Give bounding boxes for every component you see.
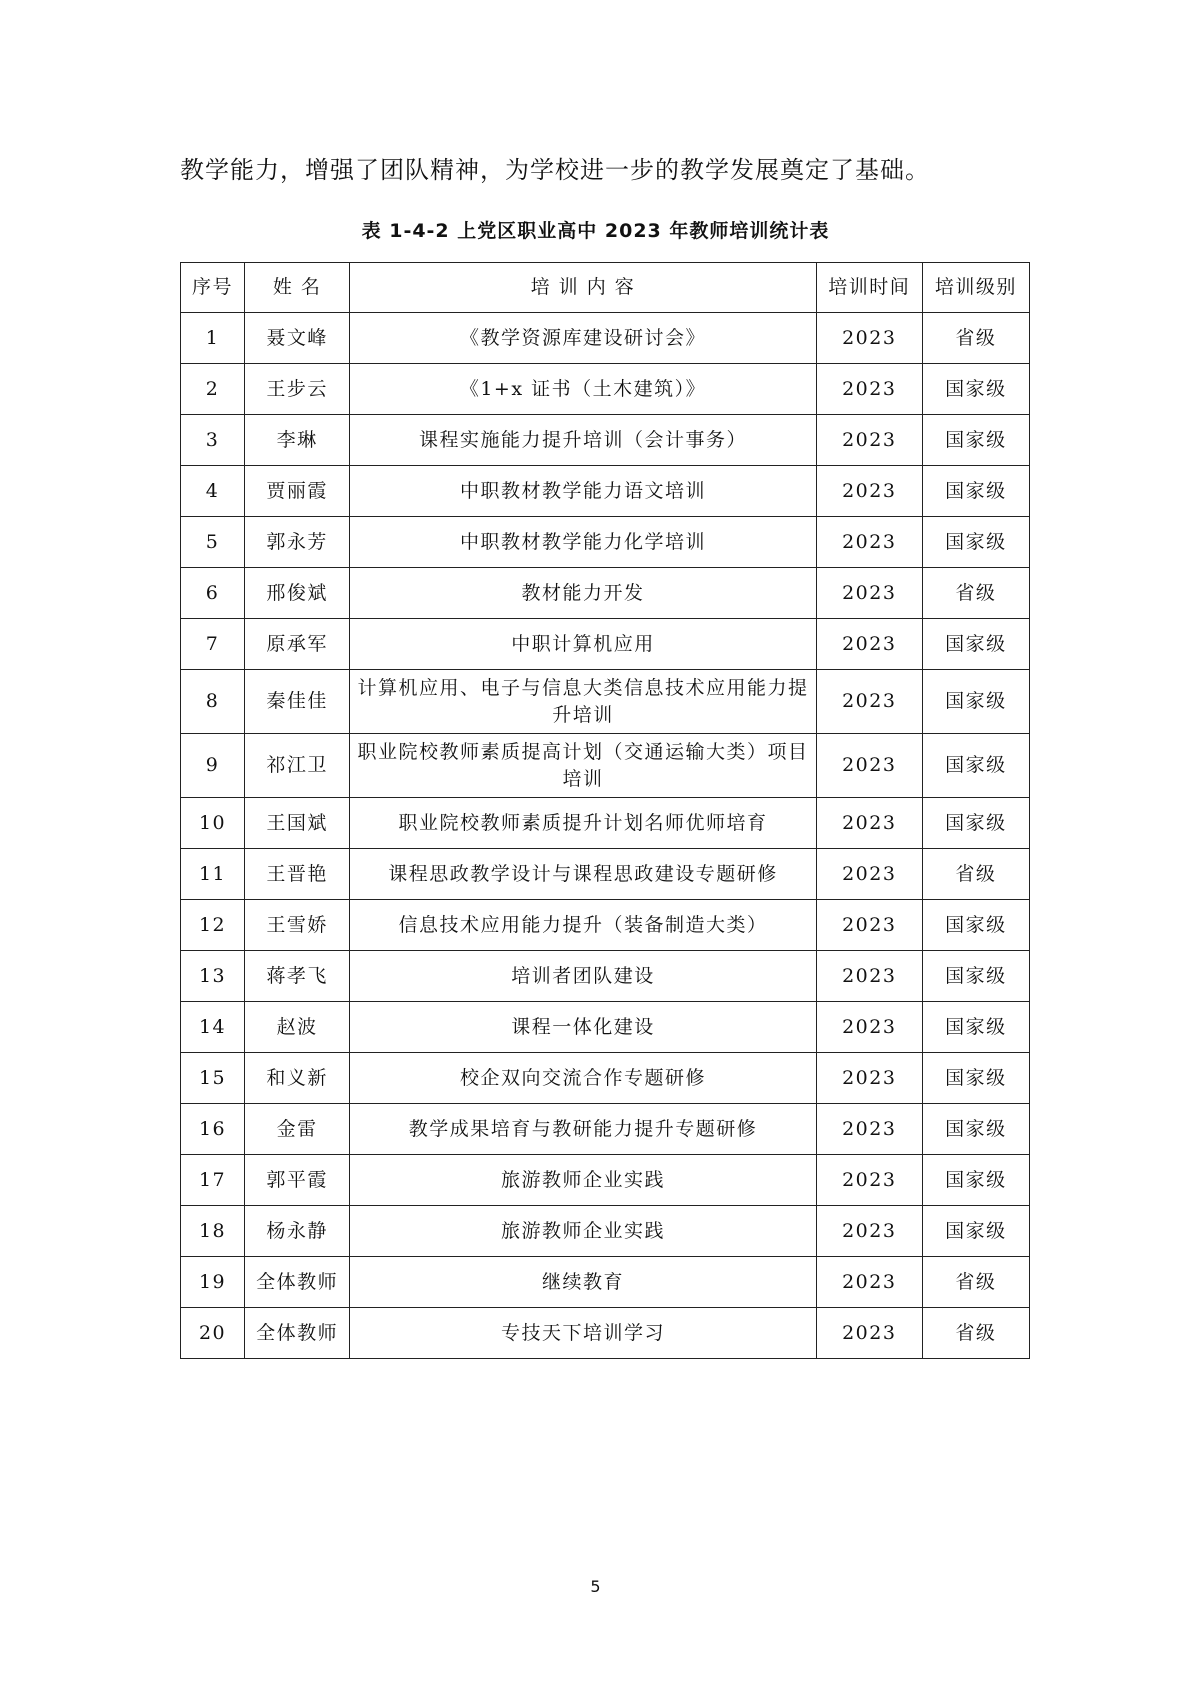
cell-time: 2023 xyxy=(816,734,922,798)
cell-index: 11 xyxy=(181,849,245,900)
cell-level: 国家级 xyxy=(922,1206,1029,1257)
table-row xyxy=(181,568,1030,619)
cell-index: 18 xyxy=(181,1206,245,1257)
cell-level: 国家级 xyxy=(922,466,1029,517)
cell-level: 国家级 xyxy=(922,619,1029,670)
cell-index: 7 xyxy=(181,619,245,670)
cell-time: 2023 xyxy=(816,1002,922,1053)
table-row xyxy=(181,849,1030,900)
cell-time: 2023 xyxy=(816,849,922,900)
cell-name: 王晋艳 xyxy=(245,849,350,900)
cell-content: 中职计算机应用 xyxy=(350,619,817,670)
table-row xyxy=(181,798,1030,849)
table-row xyxy=(181,1206,1030,1257)
table-row xyxy=(181,619,1030,670)
header-name: 姓 名 xyxy=(245,263,350,313)
cell-index: 20 xyxy=(181,1308,245,1359)
cell-level: 国家级 xyxy=(922,1053,1029,1104)
cell-time: 2023 xyxy=(816,466,922,517)
table-caption: 表 1-4-2 上党区职业高中 2023 年教师培训统计表 xyxy=(361,220,830,242)
header-time: 培训时间 xyxy=(816,263,922,313)
table-row xyxy=(181,364,1030,415)
cell-name: 王步云 xyxy=(245,364,350,415)
cell-content: 培训者团队建设 xyxy=(350,951,817,1002)
cell-time: 2023 xyxy=(816,900,922,951)
cell-index: 9 xyxy=(181,734,245,798)
table-row xyxy=(181,734,1030,798)
cell-index: 19 xyxy=(181,1257,245,1308)
table-row xyxy=(181,1002,1030,1053)
header-level: 培训级别 xyxy=(922,263,1029,313)
cell-name: 全体教师 xyxy=(245,1257,350,1308)
cell-level: 国家级 xyxy=(922,670,1029,734)
table-row xyxy=(181,1155,1030,1206)
cell-level: 国家级 xyxy=(922,1155,1029,1206)
cell-index: 12 xyxy=(181,900,245,951)
cell-content: 课程思政教学设计与课程思政建设专题研修 xyxy=(350,849,817,900)
cell-content: 职业院校教师素质提高计划（交通运输大类）项目培训 xyxy=(350,734,817,798)
cell-content: 计算机应用、电子与信息大类信息技术应用能力提升培训 xyxy=(350,670,817,734)
table-header-row xyxy=(181,263,1030,313)
cell-level: 国家级 xyxy=(922,517,1029,568)
cell-name: 原承军 xyxy=(245,619,350,670)
table-row xyxy=(181,670,1030,734)
cell-time: 2023 xyxy=(816,415,922,466)
cell-time: 2023 xyxy=(816,619,922,670)
cell-index: 13 xyxy=(181,951,245,1002)
cell-level: 省级 xyxy=(922,849,1029,900)
table-row xyxy=(181,313,1030,364)
cell-time: 2023 xyxy=(816,517,922,568)
cell-time: 2023 xyxy=(816,1104,922,1155)
cell-name: 赵波 xyxy=(245,1002,350,1053)
cell-content: 教学成果培育与教研能力提升专题研修 xyxy=(350,1104,817,1155)
cell-content: 《1+x 证书（土木建筑）》 xyxy=(350,364,817,415)
cell-time: 2023 xyxy=(816,364,922,415)
cell-index: 8 xyxy=(181,670,245,734)
cell-index: 4 xyxy=(181,466,245,517)
cell-index: 5 xyxy=(181,517,245,568)
cell-time: 2023 xyxy=(816,1206,922,1257)
cell-level: 国家级 xyxy=(922,1002,1029,1053)
cell-content: 旅游教师企业实践 xyxy=(350,1206,817,1257)
cell-name: 全体教师 xyxy=(245,1308,350,1359)
table-row xyxy=(181,1308,1030,1359)
cell-level: 国家级 xyxy=(922,364,1029,415)
cell-level: 省级 xyxy=(922,313,1029,364)
cell-index: 1 xyxy=(181,313,245,364)
cell-level: 国家级 xyxy=(922,734,1029,798)
cell-content: 中职教材教学能力语文培训 xyxy=(350,466,817,517)
cell-time: 2023 xyxy=(816,798,922,849)
cell-content: 课程实施能力提升培训（会计事务） xyxy=(350,415,817,466)
cell-time: 2023 xyxy=(816,568,922,619)
cell-name: 秦佳佳 xyxy=(245,670,350,734)
table-row xyxy=(181,1257,1030,1308)
cell-level: 国家级 xyxy=(922,1104,1029,1155)
cell-time: 2023 xyxy=(816,670,922,734)
table-row xyxy=(181,466,1030,517)
cell-index: 6 xyxy=(181,568,245,619)
header-content: 培 训 内 容 xyxy=(350,263,817,313)
page-number: 5 xyxy=(590,1577,601,1596)
cell-level: 省级 xyxy=(922,1257,1029,1308)
cell-content: 校企双向交流合作专题研修 xyxy=(350,1053,817,1104)
cell-time: 2023 xyxy=(816,1308,922,1359)
cell-content: 专技天下培训学习 xyxy=(350,1308,817,1359)
cell-index: 10 xyxy=(181,798,245,849)
cell-name: 蒋孝飞 xyxy=(245,951,350,1002)
cell-name: 王国斌 xyxy=(245,798,350,849)
cell-level: 国家级 xyxy=(922,951,1029,1002)
table-row xyxy=(181,900,1030,951)
cell-content: 课程一体化建设 xyxy=(350,1002,817,1053)
cell-content: 信息技术应用能力提升（装备制造大类） xyxy=(350,900,817,951)
cell-name: 李琳 xyxy=(245,415,350,466)
cell-name: 郭平霞 xyxy=(245,1155,350,1206)
cell-index: 14 xyxy=(181,1002,245,1053)
cell-time: 2023 xyxy=(816,1257,922,1308)
cell-content: 中职教材教学能力化学培训 xyxy=(350,517,817,568)
training-table xyxy=(180,262,1030,1359)
table-row xyxy=(181,517,1030,568)
cell-name: 邢俊斌 xyxy=(245,568,350,619)
cell-level: 国家级 xyxy=(922,415,1029,466)
intro-paragraph: 教学能力，增强了团队精神，为学校进一步的教学发展奠定了基础。 xyxy=(180,156,930,184)
cell-level: 省级 xyxy=(922,568,1029,619)
cell-content: 旅游教师企业实践 xyxy=(350,1155,817,1206)
table-row xyxy=(181,1104,1030,1155)
cell-content: 继续教育 xyxy=(350,1257,817,1308)
table-row xyxy=(181,951,1030,1002)
cell-name: 杨永静 xyxy=(245,1206,350,1257)
cell-index: 15 xyxy=(181,1053,245,1104)
cell-name: 金雷 xyxy=(245,1104,350,1155)
cell-name: 和义新 xyxy=(245,1053,350,1104)
cell-time: 2023 xyxy=(816,313,922,364)
cell-level: 国家级 xyxy=(922,900,1029,951)
cell-name: 郭永芳 xyxy=(245,517,350,568)
cell-name: 王雪娇 xyxy=(245,900,350,951)
table-row xyxy=(181,415,1030,466)
cell-name: 祁江卫 xyxy=(245,734,350,798)
cell-level: 国家级 xyxy=(922,798,1029,849)
cell-content: 教材能力开发 xyxy=(350,568,817,619)
cell-level: 省级 xyxy=(922,1308,1029,1359)
cell-time: 2023 xyxy=(816,1053,922,1104)
header-index: 序号 xyxy=(181,263,245,313)
table-row xyxy=(181,1053,1030,1104)
cell-name: 聂文峰 xyxy=(245,313,350,364)
cell-time: 2023 xyxy=(816,1155,922,1206)
cell-index: 2 xyxy=(181,364,245,415)
cell-content: 职业院校教师素质提升计划名师优师培育 xyxy=(350,798,817,849)
cell-index: 3 xyxy=(181,415,245,466)
cell-index: 17 xyxy=(181,1155,245,1206)
cell-name: 贾丽霞 xyxy=(245,466,350,517)
cell-time: 2023 xyxy=(816,951,922,1002)
cell-index: 16 xyxy=(181,1104,245,1155)
cell-content: 《教学资源库建设研讨会》 xyxy=(350,313,817,364)
